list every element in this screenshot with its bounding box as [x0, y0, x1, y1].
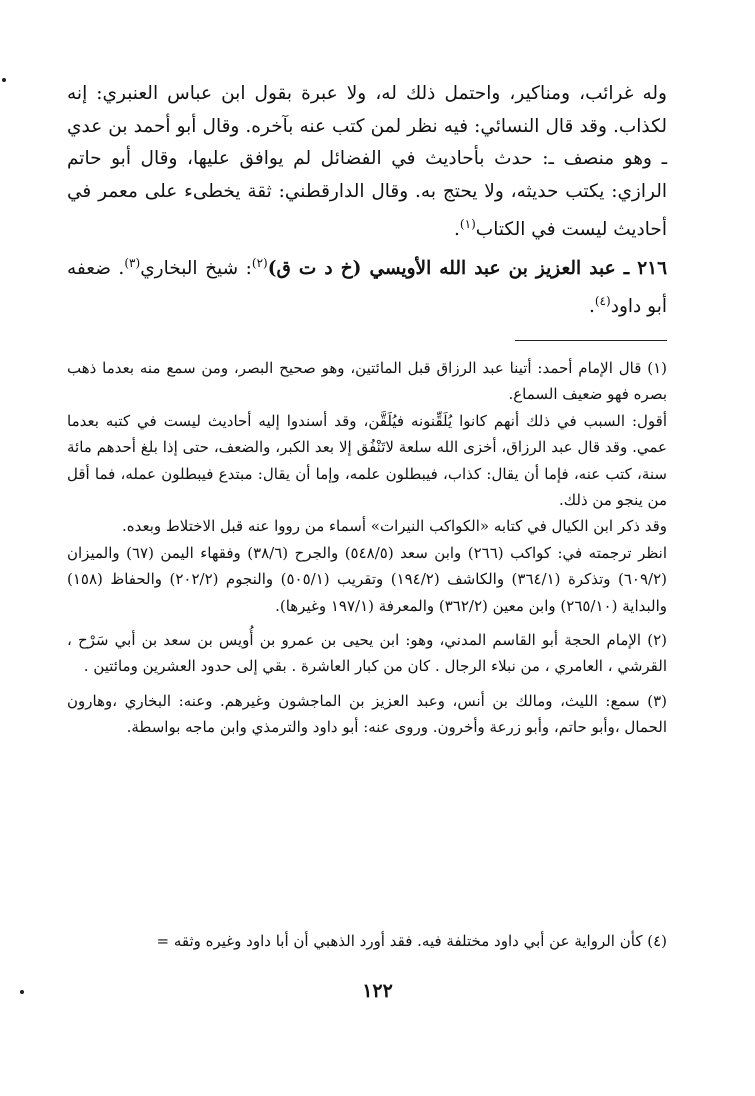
footnote-2	[67, 627, 667, 680]
main-paragraph: وله غرائب، ومناكير، واحتمل ذلك له، ولا عبرة بقول ابن عباس العنبري: إنه لكذاب. وقد قال النسائي: فيه نظر لمن كتب عنه بآخره. وقال أبو أحمد بن عدي ـ وهو منصف ـ: حدث بأحاديث في الفضائل لم يوافق عليها، وقال أبو حاتم الرازي: يكتب حديثه، ولا يحتج به. وقال الدارقطني: ثقة يخطىء على معمر في أحاديث ليست في الكتاب$^{(١)}$.	[67, 83, 667, 241]
footnote-2-text: (٢) الإمام الحجة أبو القاسم المدني، وهو: ابن يحيى بن عمرو بن أُويس بن سعد بن أبي سَرْح ، القرشي ، العامري ، من نبلاء الرجال . كان من كبار العاشرة . بقي إلى حدود العشرين ومائتين .	[67, 631, 667, 676]
footnote-ref-4: (٤)	[594, 294, 611, 309]
footnote-1-note: وقد ذكر ابن الكيال في كتابه «الكواكب النيرات» أسماء من رووا عنه قبل الاختلاط وبعده.	[121, 517, 667, 536]
entry-heading: ٢١٦ ـ عبد العزيز بن عبد الله الأويسي (خ د ت ق)	[267, 257, 668, 279]
footnote-ref-2: (٢)	[251, 255, 268, 270]
footnote-1	[67, 355, 667, 619]
footnote-1-line: (١) قال الإمام أحمد: أتينا عبد الرزاق قبل المائتين، وهو صحيح البصر، ومن سمع منه بعدما ذهب بصره فهو ضعيف السماع.	[67, 359, 667, 404]
main-text	[67, 78, 667, 324]
entry-216: ٢١٦ ـ عبد العزيز بن عبد الله الأويسي (خ د ت ق)$^{(٢)}$: شيخ البخاري$^{(٣)}$. ضعفه أبو داود$^{(٤)}$.	[67, 255, 668, 318]
edge-mark	[2, 78, 6, 82]
footnote-4	[47, 928, 667, 954]
footnote-3	[67, 688, 667, 741]
footnote-1-comment: أقول: السبب في ذلك أنهم كانوا يُلَقِّنونه فيُلَقَّن، وقد أسندوا إليه أحاديث ليست في كتبه بعدما عمي. وقد قال عبد الرزاق، أخزى الله سلعة لاتَنْفُق إلا بعد الكبر، والضعف، حتى إذا بلغ أحدهم مائة سنة، كتب عنه، فإما أن يقال: كذاب، فيبطلون علمه، وإما أن يقال: مبتدع فيبطلون عمله، فما أقل من ينجو من ذلك.	[67, 411, 667, 510]
footnote-4-text: (٤) كأن الرواية عن أبي داود مختلفة فيه. فقد أورد الذهبي أن أبا داود وغيره وثقه =	[156, 932, 667, 950]
page-number: ١٢٢	[362, 980, 393, 1002]
entry-text: : شيخ البخاري	[140, 257, 252, 279]
footnote-ref-1: (١)	[459, 217, 476, 231]
footnotes	[67, 355, 667, 749]
entry-text-tail: . ضعفه أبو داود	[67, 257, 667, 318]
footnote-ref-3: (٣)	[124, 255, 141, 270]
footnote-1-sources: انظر ترجمته في: كواكب (٢٦٦) وابن سعد (٥٤٨/٥) والجرح (٣٨/٦) وفقهاء اليمن (٦٧) والميزان (٦٠٩/٢) وتذكرة (٣٦٤/١) والكاشف (١٩٤/٢) وتقريب (٥٠٥/١) والنجوم (٢٠٢/٢) والحفاظ (١٥٨) والبداية (٢٦٥/١٠) وابن معين (٣٦٢/٢) والمعرفة (١٩٧/١ وغيرها).	[67, 543, 667, 615]
footnote-3-text: (٣) سمع: الليث، ومالك بن أنس، وعبد العزيز بن الماجشون وغيرهم. وعنه: البخاري ،وهارون الحمال ،وأبو حاتم، وأبو زرعة وأخرون. وروى عنه: أبو داود والترمذي وابن ماجه بواسطة.	[67, 691, 667, 737]
footnote-divider	[515, 340, 667, 341]
edge-mark	[20, 990, 24, 994]
